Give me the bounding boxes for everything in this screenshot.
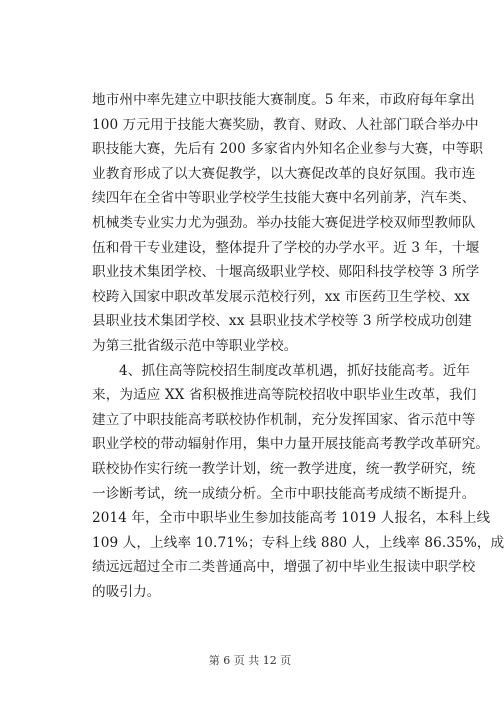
text-line: 为第三批省级示范中等职业学校。	[92, 337, 298, 354]
text-line: 建立了中职技能高考联校协作机制，充分发挥国家、省示范中等	[92, 411, 476, 428]
text-line: 100 万元用于技能大赛奖励，教育、财政、人社部门联合举办中	[92, 116, 479, 133]
text-line: 绩远远超过全市二类普通高中，增强了初中毕业生报读中职学校	[92, 559, 476, 576]
text-line: 校跨入国家中职改革发展示范校行列，xx 市医药卫生学校、xx	[92, 288, 470, 305]
text-line: 109 人，上线率 10.71%；专科上线 880 人，上线率 86.35%，成	[92, 534, 504, 551]
text-line: 续四年在全省中等职业学校学生技能大赛中名列前茅，汽车类、	[92, 190, 476, 207]
text-line: 职业学校的带动辐射作用，集中力量开展技能高考教学改革研究。	[92, 436, 490, 453]
text-line: 职技能大赛，先后有 200 多家省内外知名企业参与大赛，中等职	[92, 141, 484, 158]
text-line: 职业技术集团学校、十堰高级职业学校、郧阳科技学校等 3 所学	[92, 264, 480, 281]
paragraph-1	[92, 88, 484, 359]
text-line: 业教育形成了以大赛促教学，以大赛促改革的良好氛围。我市连	[92, 165, 476, 182]
text-line: 4、抓住高等院校招生制度改革机遇，抓好技能高考。近年	[119, 362, 471, 379]
text-line: 地市州中率先建立中职技能大赛制度。5 年来，市政府每年拿出	[92, 92, 475, 108]
document-body	[92, 88, 504, 604]
page-number-footer: 第 6 页 共 12 页	[208, 654, 292, 667]
text-line: 机械类专业实力尤为强劲。举办技能大赛促进学校双师型教师队	[92, 214, 476, 231]
text-line: 2014 年，全市中职毕业生参加技能高考 1019 人报名，本科上线	[92, 510, 491, 527]
text-line: 来，为适应 XX 省积极推进高等院校招收中职毕业生改革，我们	[92, 387, 477, 404]
text-line: 一诊断考试，统一成绩分析。全市中职技能高考成绩不断提升。	[92, 485, 476, 502]
text-line: 县职业技术集团学校、xx 县职业技术学校等 3 所学校成功创建	[92, 313, 472, 330]
text-line: 伍和骨干专业建设，整体提升了学校的办学水平。近 3 年，十堰	[92, 239, 480, 256]
text-line: 联校协作实行统一教学计划，统一教学进度，统一教学研究，统	[92, 460, 476, 477]
paragraph-2	[92, 359, 504, 605]
text-line: 的吸引力。	[92, 583, 161, 600]
